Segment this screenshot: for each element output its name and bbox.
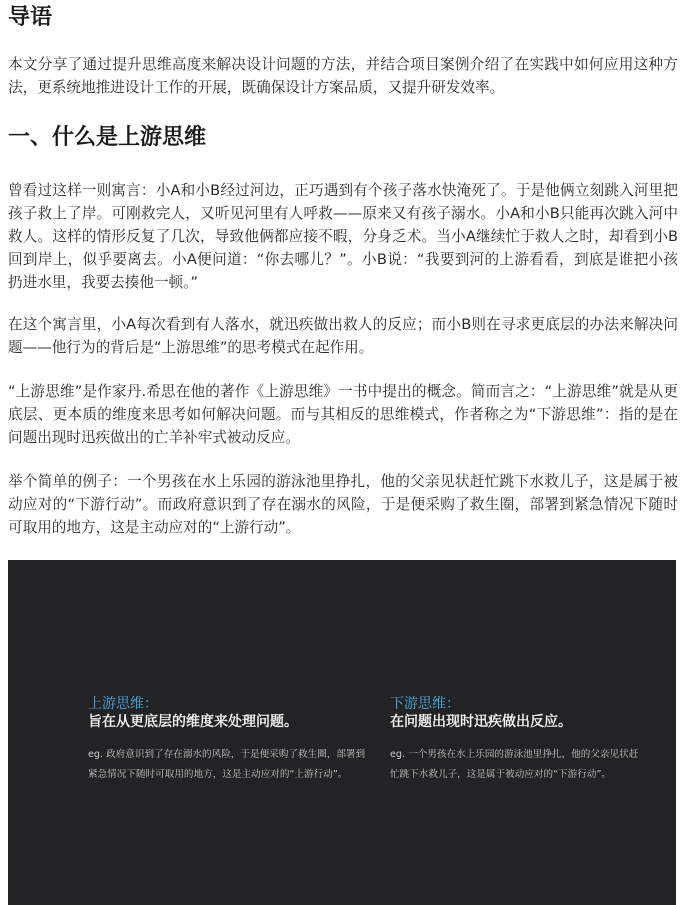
intro-paragraph: 本文分享了通过提升思维高度来解决设计问题的方法，并结合项目案例介绍了在实践中如何应用这种方法，更系统地推进设计工作的开展，既确保设计方案品质，又提升研发效率。 [8,56,678,96]
downstream-card [390,695,640,785]
intro-title: 导语 [8,5,53,30]
upstream-headline: 旨在从更底层的维度来处理问题。 [88,714,298,730]
upstream-label: 上游思维： [88,696,158,712]
upstream-example: eg. 政府意识到了存在溺水的风险，于是便采购了救生圈，部署到紧急情况下随时可取用的地方，这是主动应对的“上游行动”。 [88,749,366,780]
section-paragraph: 举个简单的例子：一个男孩在水上乐园的游泳池里挣扎，他的父亲见状赶忙跳下水救儿子，这是属于被动应对的“下游行动”。而政府意识到了存在溺水的风险，于是便采购了救生圈，部署到紧急情况下随时可取用的地方，这是主动应对的“上游行动”。 [8,473,678,536]
downstream-headline: 在问题出现时迅疾做出反应。 [390,714,572,730]
upstream-card [88,695,368,785]
illustration-figure [8,560,676,905]
section-paragraph: 曾看过这样一则寓言：小A和小B经过河边，正巧遇到有个孩子落水快淹死了。于是他俩立刻跳入河里把孩子救上了岸。可刚救完人，又听见河里有人呼救——原来又有孩子溺水。小A和小B只能再次跳入河中救人。这样的情形反复了几次，导致他俩都应接不暇，分身乏术。当小A继续忙于救人之时，却看到小B回到岸上，似乎要离去。小A便问道：“你去哪儿？”。小B说：“我要到河的上游看看，到底是谁把小孩扔进水里，我要去揍他一顿。” [8,182,678,291]
downstream-example: eg. 一个男孩在水上乐园的游泳池里挣扎，他的父亲见状赶忙跳下水救儿子，这是属于被动应对的“下游行动”。 [390,749,639,780]
section-paragraph: 在这个寓言里，小A每次看到有人落水，就迅疾做出救人的反应；而小B则在寻求更底层的办法来解决问题——他行为的背后是“上游思维”的思考模式在起作用。 [8,316,678,356]
section-title: 一、什么是上游思维 [8,125,207,150]
downstream-label: 下游思维： [390,696,460,712]
section-paragraph: “上游思维”是作家丹.希思在他的著作《上游思维》一书中提出的概念。简而言之：“上游思维”就是从更底层、更本质的维度来思考如何解决问题。而与其相反的思维模式，作者称之为“下游思维”：指的是在问题出现时迅疾做出的亡羊补牢式被动反应。 [8,383,678,446]
